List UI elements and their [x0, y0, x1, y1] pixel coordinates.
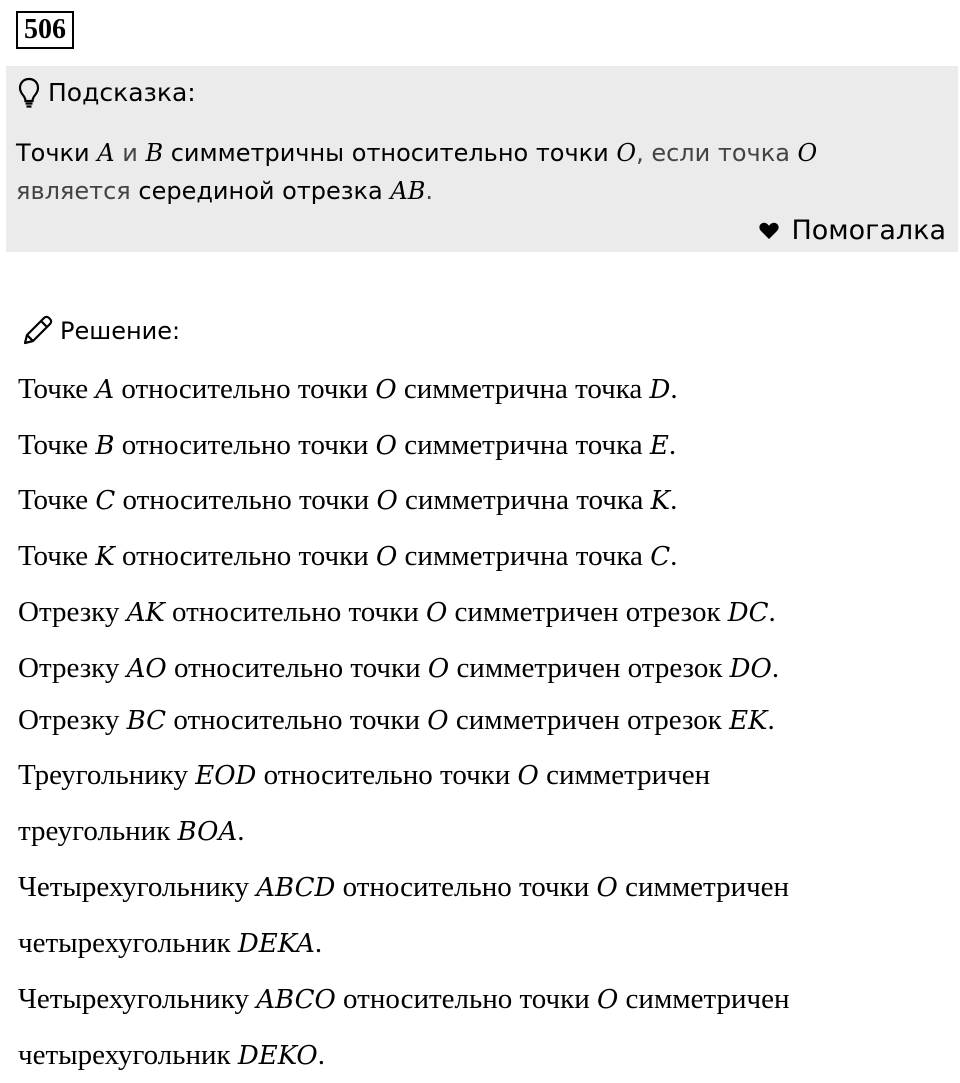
line-text: относительно точки	[114, 540, 376, 572]
line-text: .	[670, 540, 678, 572]
line-text: относительно точки	[256, 759, 518, 791]
hint-text-part: , если точка	[636, 139, 798, 167]
solution-line	[18, 529, 677, 584]
line-text: .	[317, 1039, 325, 1071]
line-text: .	[767, 704, 775, 736]
hint-title: Подсказка:	[48, 78, 196, 107]
solution-line	[18, 860, 789, 915]
line-text: симметричен	[617, 871, 790, 903]
hint-math: O	[797, 139, 818, 167]
line-text: Точке	[18, 373, 96, 405]
line-math: AK	[126, 598, 165, 628]
line-math: O	[596, 873, 618, 903]
line-math: A	[95, 375, 115, 405]
line-text: Отрезку	[18, 652, 127, 684]
line-text: Отрезку	[18, 704, 127, 736]
line-math: O	[375, 375, 397, 405]
solution-line	[18, 804, 244, 859]
hint-text-part: симметричны относительно точки	[163, 139, 617, 167]
hint-text-part: Точки	[16, 139, 98, 167]
line-math: DEKA	[237, 929, 315, 959]
line-math: DO	[729, 654, 772, 684]
line-text: симметрична точка	[397, 540, 651, 572]
line-text: .	[237, 815, 245, 847]
line-text: относительно точки	[114, 429, 376, 461]
line-math: O	[375, 431, 397, 461]
hint-text-part: и	[114, 139, 146, 167]
line-text: симметрична точка	[396, 429, 650, 461]
line-text: .	[670, 484, 678, 516]
line-text: Отрезку	[18, 596, 127, 628]
line-math: O	[517, 761, 539, 791]
line-math: O	[375, 542, 398, 572]
line-text: относительно точки	[114, 373, 376, 405]
hint-text	[16, 134, 916, 210]
line-math: ABCO	[256, 985, 336, 1015]
brand-label: Помогалка	[791, 215, 946, 246]
line-text: треугольник	[18, 815, 178, 847]
hint-math: AB	[390, 177, 426, 205]
line-math: BC	[126, 706, 167, 736]
hint-math: A	[97, 139, 115, 167]
line-math: DC	[727, 598, 769, 628]
line-math: D	[649, 375, 671, 405]
line-text: относительно точки	[115, 484, 377, 516]
line-text: относительно точки	[335, 871, 597, 903]
line-text: симметричен отрезок	[449, 652, 730, 684]
solution-line	[18, 693, 775, 748]
line-math: C	[650, 542, 671, 572]
line-text: относительно точки	[164, 596, 426, 628]
line-text: .	[768, 596, 776, 628]
line-text: симметричен	[538, 759, 711, 791]
solution-header	[20, 312, 180, 350]
hint-text-part: серединой отрезка	[138, 177, 391, 205]
hint-text-part: .	[425, 177, 433, 205]
line-text: Треугольнику	[18, 759, 196, 791]
problem-number: 506	[16, 11, 74, 49]
line-text: Точке	[18, 484, 96, 516]
solution-line	[18, 418, 676, 473]
solution-line	[18, 748, 710, 803]
solution-line	[18, 473, 677, 528]
solution-line	[18, 585, 776, 640]
line-text: симметричен отрезок	[447, 596, 728, 628]
hint-text-part: является	[16, 177, 139, 205]
line-text: четырехугольник	[18, 927, 238, 959]
line-text: Четырехугольнику	[18, 871, 257, 903]
line-math: DEKO	[237, 1041, 318, 1071]
hint-box	[6, 66, 958, 252]
line-text: симметричен отрезок	[448, 704, 730, 736]
solution-line	[18, 641, 779, 696]
line-math: O	[425, 598, 448, 628]
line-math: O	[596, 985, 619, 1015]
solution-title: Решение:	[60, 317, 181, 345]
solution-line	[18, 916, 322, 971]
solution-line	[18, 362, 678, 417]
line-text: симметрична точка	[397, 484, 651, 516]
line-math: K	[95, 542, 115, 572]
line-text: Точке	[18, 540, 96, 572]
line-text: относительно точки	[166, 652, 428, 684]
hint-header	[18, 76, 196, 110]
pencil-icon	[20, 314, 54, 348]
line-text: .	[670, 373, 678, 405]
lightbulb-icon	[18, 77, 40, 109]
line-math: AO	[126, 654, 167, 684]
line-text: симметрична точка	[396, 373, 650, 405]
brand-link[interactable]	[759, 214, 946, 248]
line-text: Четырехугольнику	[18, 983, 257, 1015]
line-math: EOD	[195, 761, 257, 791]
heart-icon	[759, 222, 791, 240]
line-text: относительно точки	[166, 704, 428, 736]
line-text: Точке	[18, 429, 96, 461]
line-text: относительно точки	[335, 983, 597, 1015]
line-text: .	[771, 652, 780, 684]
line-text: четырехугольник	[18, 1039, 238, 1071]
line-math: O	[427, 654, 450, 684]
hint-math: B	[145, 139, 164, 167]
hint-math: O	[616, 139, 637, 167]
solution-line	[18, 972, 790, 1027]
line-math: ABCD	[256, 873, 336, 903]
line-math: E	[649, 431, 669, 461]
line-math: O	[376, 486, 398, 516]
line-math: K	[650, 486, 671, 516]
line-text: .	[668, 429, 677, 461]
line-text: .	[314, 927, 323, 959]
line-math: EK	[729, 706, 768, 736]
line-math: O	[427, 706, 449, 736]
line-text: симметричен	[618, 983, 790, 1015]
line-math: BOA	[177, 817, 238, 847]
solution-line	[18, 1028, 325, 1083]
line-math: C	[95, 486, 116, 516]
line-math: B	[95, 431, 115, 461]
